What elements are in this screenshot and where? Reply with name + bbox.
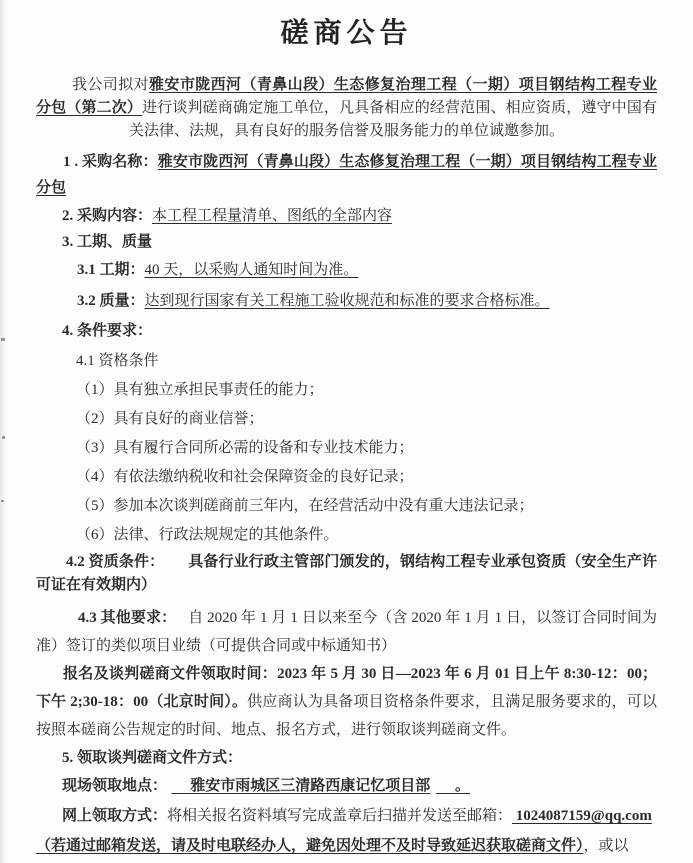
onsite-label: 现场领取地点： (62, 778, 160, 794)
online-label: 网上领取方式： (62, 808, 168, 824)
section-3-2-label: 3.2 质量： (77, 293, 145, 309)
signup-time-label: 报名及谈判磋商文件领取时间： (63, 666, 278, 682)
section-4-label: 4. 条件要求： (62, 323, 153, 339)
section-5-heading (62, 744, 657, 772)
project-name: 雅安市陇西河（青鼻山段）生态修复治理工程（一期）项目钢结构工程专业分包（第二次） (36, 77, 657, 116)
email-warning-text: （若通过邮箱发送，请及时电联经办人，避免因处理不及时导致延迟获取磋商文件） (36, 838, 584, 854)
online-pickup-method (62, 802, 657, 830)
scan-artifact (1, 500, 4, 502)
section-4-3-label: 4.3 其他要求： (78, 610, 177, 626)
section-4-2-value: 具备行业行政主管部门颁发的，钢结构工程专业承包资质（安全生产许可证在有效期内） (36, 554, 657, 593)
scan-artifact (2, 436, 5, 439)
section-5-label: 5. 领取谈判磋商文件方式： (62, 750, 243, 766)
email-warning-note (36, 832, 657, 860)
onsite-period: 。 (436, 778, 471, 794)
section-3-heading (62, 229, 657, 255)
intro-prefix: 我公司拟对 (72, 77, 150, 93)
page-title: 磋商公告 (280, 17, 413, 48)
section-4-3-other-requirements (36, 604, 657, 660)
intro-rest: 进行谈判磋商确定施工单位，凡具备相应的经营范围、相应资质，遵守中国有关法律、法规，具有良好的服务信誉及服务能力的单位诚邀参加。 (128, 100, 657, 139)
section-4-2-qualification-condition (36, 551, 657, 597)
section-3-label: 3. 工期、质量 (62, 234, 153, 250)
qualification-item-4: （4）有依法缴纳税收和社会保障资金的良好记录； (76, 469, 414, 485)
section-1-value: 雅安市陇西河（青鼻山段）生态修复治理工程（一期）项目钢结构工程专业分包 (36, 154, 657, 196)
signup-time-paragraph (36, 660, 657, 744)
signup-time-value: 2023 年 5 月 30 日—2023 年 6 月 01 日上午 8:30-12：00；下午 2;30-18：00（北京时间）。 (36, 666, 657, 710)
section-2-value: 本工程工程量清单、图纸的全部内容 (152, 208, 393, 224)
scan-artifact (1, 338, 5, 341)
online-desc: 将相关报名资料填写完成盖章后扫描并发送至邮箱： (167, 808, 513, 824)
section-4-3-value: 自 2020 年 1 月 1 日以来至今（含 2020 年 1 月 1 日，以签订合同时间为准）签订的类似项目业绩（可提供合同或中标通知书） (36, 610, 657, 654)
qualification-item-5: （5）参加本次谈判磋商前三年内，在经营活动中没有重大违法记录； (76, 498, 534, 514)
qualification-item-1: （1）具有独立承担民事责任的能力； (76, 382, 324, 398)
section-3-1-label: 3.1 工期： (77, 262, 145, 278)
intro-paragraph (36, 74, 657, 143)
onsite-pickup-location (62, 772, 657, 800)
section-1-procurement-name (36, 149, 657, 201)
section-4-2-label: 4.2 资质条件： (66, 554, 165, 570)
section-1-label: 1 . 采购名称： (63, 154, 158, 170)
qualification-item-2: （2）具有良好的商业信誉； (76, 411, 264, 427)
note-suffix: ，或以 (583, 838, 629, 854)
section-2-label: 2. 采购内容： (62, 208, 153, 224)
email-address: 1024087159@qq.com (512, 808, 652, 824)
section-3-2-quality (77, 288, 657, 314)
section-3-1-value: 40 天，以采购人通知时间为准。 (144, 262, 359, 278)
qualification-item-3: （3）具有履行合同所必需的设备和专业技术能力； (76, 440, 414, 456)
section-4-heading (62, 318, 657, 344)
signup-time-rest: 供应商认为具备项目资格条件要求，且满足服务要求的，可以按照本磋商公告规定的时间、地点、报名方式，进行领取谈判磋商文件。 (36, 694, 657, 738)
section-3-2-value: 达到现行国家有关工程施工验收规范和标准的要求合格标准。 (144, 293, 550, 309)
section-3-1-duration (77, 257, 657, 283)
section-2-procurement-content (62, 203, 657, 229)
onsite-address: 雅安市雨城区三清路西康记忆项目部 (171, 778, 431, 794)
section-4-1-heading: 4.1 资格条件 (76, 353, 159, 369)
qualification-item-6: （6）法律、行政法规规定的其他条件。 (76, 527, 339, 543)
